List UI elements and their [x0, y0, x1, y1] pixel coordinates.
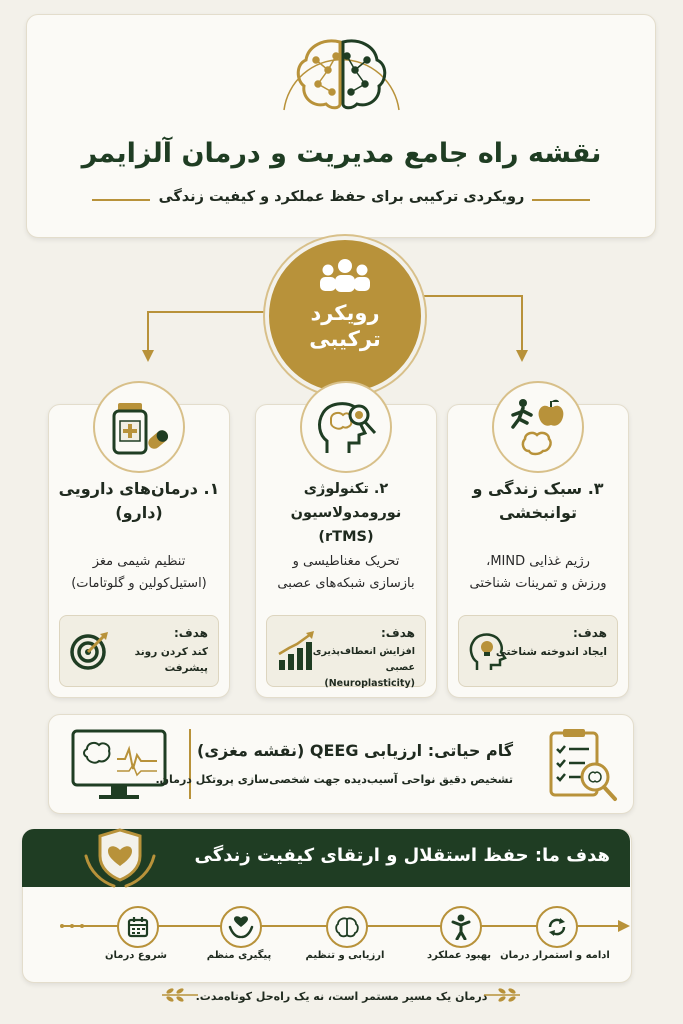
timeline-arrow-end [618, 918, 632, 934]
column-title: ۳. سبک زندگی و توانبخشی [472, 479, 604, 522]
monitor-brain-icon [69, 727, 169, 803]
column-desc-line2: (استیل‌کولین و گلوتامات) [71, 576, 207, 591]
column-desc-line2: بازسازی شبکه‌های عصبی [277, 576, 415, 591]
brain-icon [335, 916, 359, 938]
timeline-label: ارزیابی و تنظیم [305, 950, 385, 961]
goal-heading: هدف: [573, 626, 607, 640]
timeline-node-start [117, 906, 159, 948]
lifestyle-icon [505, 395, 571, 459]
goal-heading: هدف: [174, 626, 208, 640]
checklist-icon [545, 725, 625, 805]
column-title: ۲. تکنولوژی نورومدولاسیون (rTMS) [290, 481, 402, 545]
head-magnifier-icon [313, 397, 379, 457]
timeline-label: پیگیری منظم [206, 950, 272, 961]
calendar-icon [126, 915, 150, 939]
page-subtitle: رویکردی ترکیبی برای حفظ عملکرد و کیفیت زندگی [158, 189, 525, 205]
timeline-node-improvement [440, 906, 482, 948]
qeeg-title: گام حیاتی: ارزیابی QEEG (نقشه مغزی) [197, 741, 513, 760]
timeline-label: ادامه و استمرار درمان [500, 950, 610, 961]
column-desc-line1: تحریک مغناطیسی و [292, 554, 400, 569]
goal-box [266, 615, 426, 687]
timeline-dots [58, 921, 98, 931]
person-icon [449, 914, 473, 940]
qeeg-divider [189, 729, 191, 799]
goal-box [458, 615, 618, 687]
column-desc-line2: ورزش و تمرینات شناختی [469, 576, 607, 591]
column-lifestyle [447, 404, 629, 698]
page-title: نقشه راه جامع مدیریت و درمان آلزایمر [81, 138, 602, 169]
goal-heading: هدف: [381, 626, 415, 640]
hands-heart-icon [228, 915, 254, 939]
qeeg-card [48, 714, 634, 814]
column-medication [48, 404, 230, 698]
hub-label-line2: ترکیبی [309, 327, 381, 351]
timeline-node-assessment [326, 906, 368, 948]
column-desc-line1: رژیم غذایی MIND، [486, 554, 590, 569]
refresh-icon [545, 915, 569, 939]
medicine-icon [106, 397, 172, 457]
combined-approach-hub [265, 236, 425, 396]
column-title: ۱. درمان‌های دارویی (دارو) [58, 479, 220, 522]
footer-text: درمان یک مسیر مستمر است، نه یک راه‌حل کوتاه‌مدت. [195, 990, 488, 1003]
hub-label-line1: رویکرد [310, 301, 380, 325]
column-neuromodulation [255, 404, 437, 698]
goal-text: ایجاد اندوخته شناختی [495, 646, 607, 658]
shield-heart-icon [80, 826, 160, 890]
goal-text: افزایش انعطاف‌پذیری عصبی (Neuroplasticity) [312, 646, 415, 689]
goal-box [59, 615, 219, 687]
laurel-right-icon [482, 986, 522, 1004]
banner-text: هدف ما: حفظ استقلال و ارتقای کیفیت زندگی [194, 845, 610, 866]
column-desc-line1: تنظیم شیمی مغز [92, 554, 186, 569]
timeline-node-continue [536, 906, 578, 948]
goal-text: کند کردن روند پیشرفت [134, 646, 208, 674]
timeline-node-followup [220, 906, 262, 948]
qeeg-desc: تشخیص دقیق نواحی آسیب‌دیده جهت شخصی‌سازی پروتکل درمان. [155, 773, 513, 786]
timeline-label: بهبود عملکرد [426, 950, 492, 961]
group-icon [315, 256, 375, 296]
timeline-label: شروع درمان [105, 950, 167, 961]
